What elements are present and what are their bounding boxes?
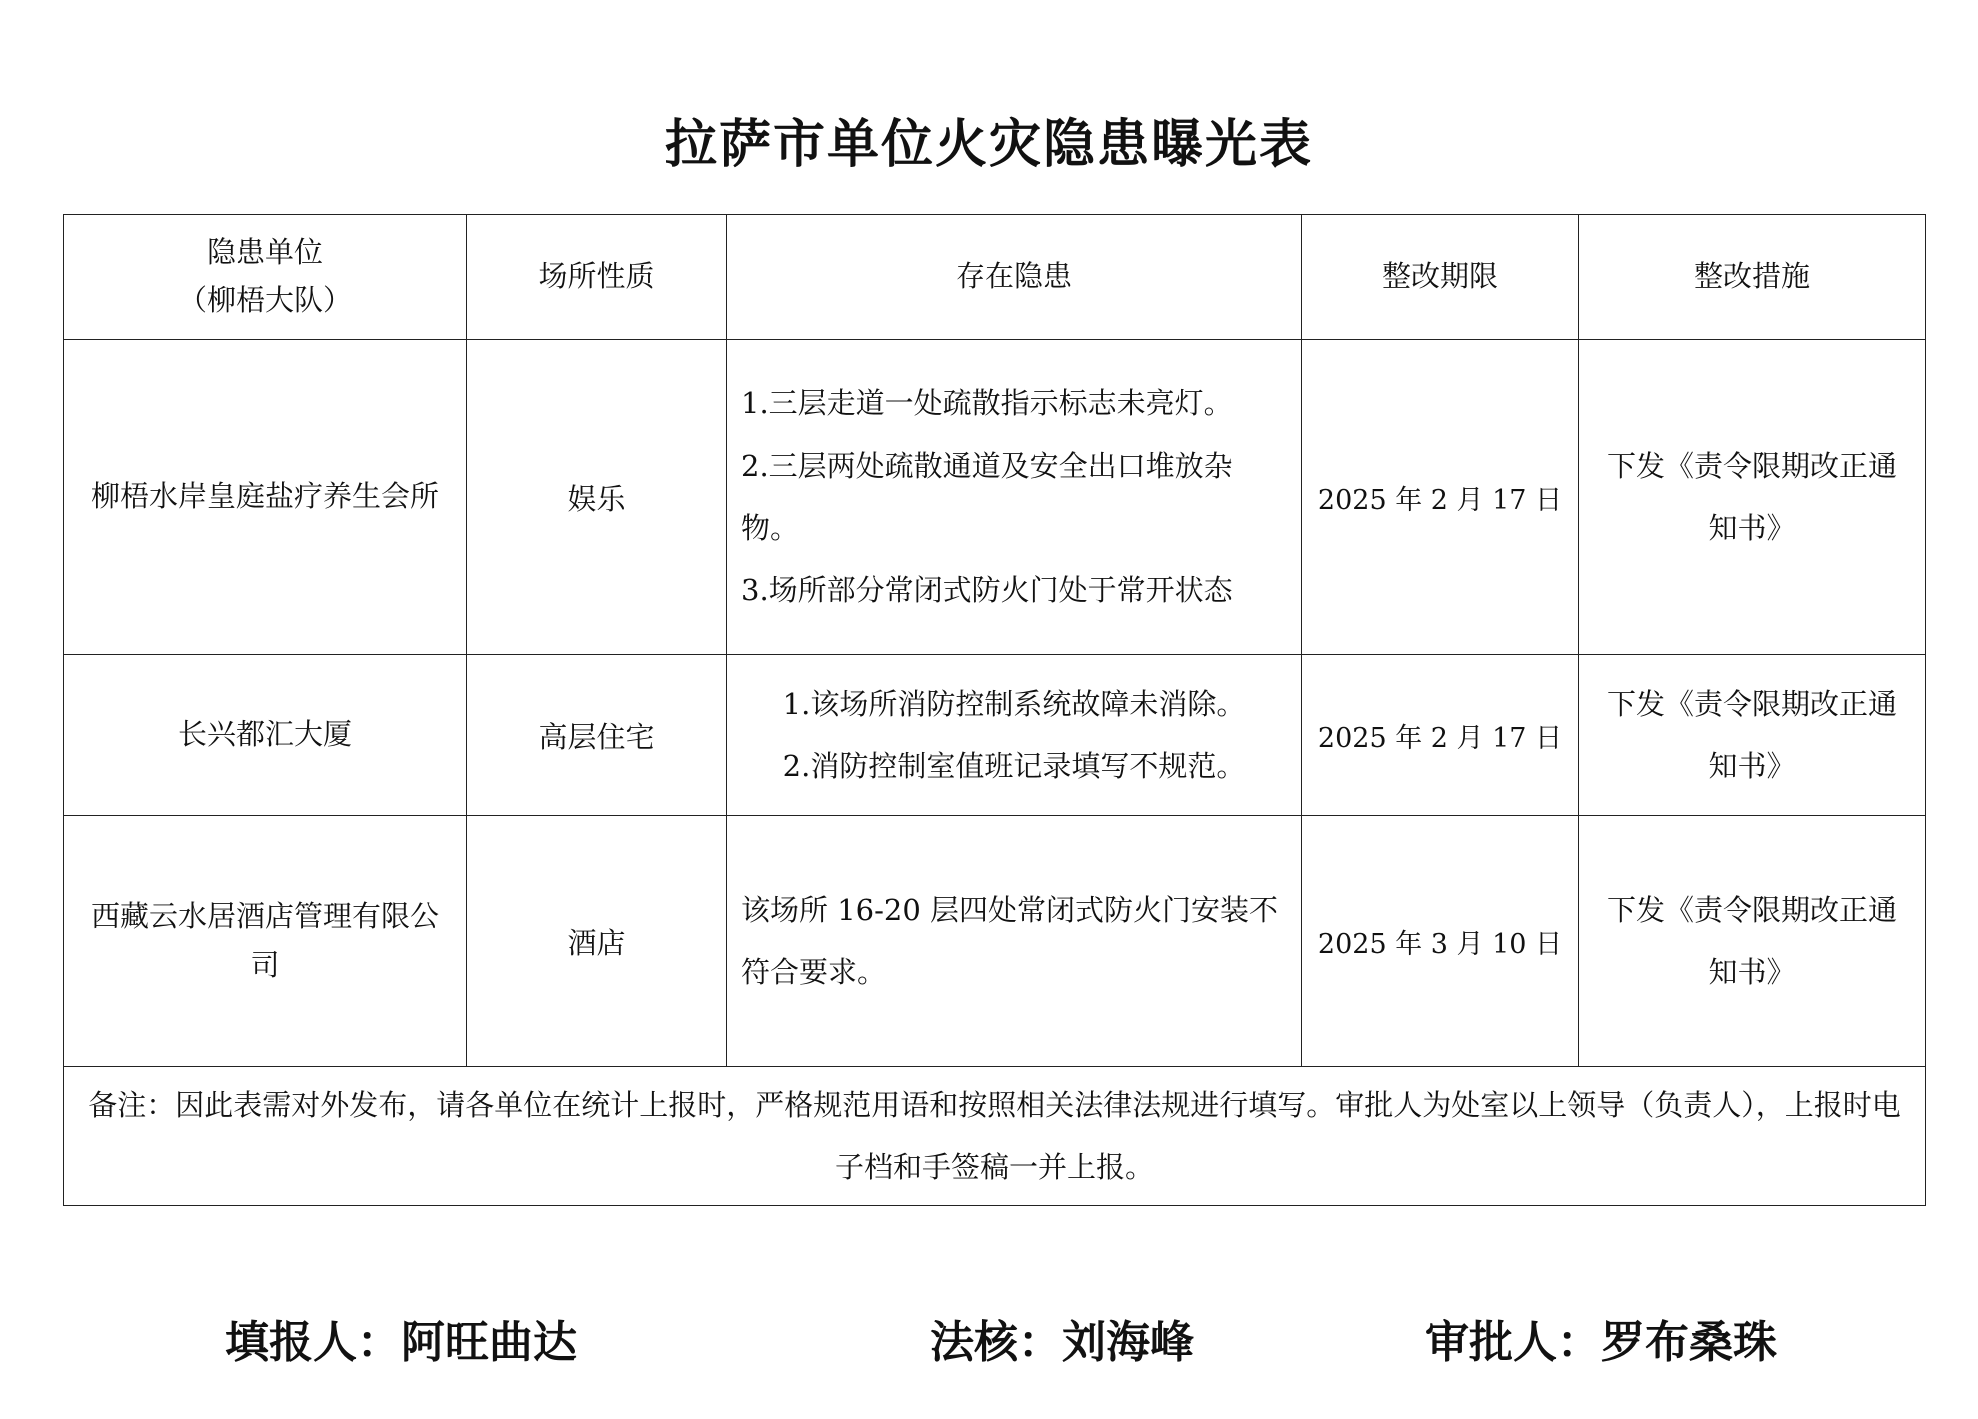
hazard-item: 2.消防控制室值班记录填写不规范。 [782,749,1246,783]
cell-hazard-unit: 长兴都汇大厦 [64,655,467,816]
hazard-item: 2.三层两处疏散通道及安全出口堆放杂物。 [741,448,1233,545]
hazard-item: 1.三层走道一处疏散指示标志未亮灯。 [741,386,1233,421]
table-note-row [64,1067,1926,1206]
legal-review-signature: 法核：刘海峰 [930,1317,1194,1368]
header-unit-label: 隐患单位 [206,235,323,270]
header-hazard-unit [64,215,467,340]
cell-site-nature: 高层住宅 [467,655,727,816]
cell-site-nature: 娱乐 [467,340,727,655]
cell-rectification-measure: 下发《责令限期改正通知书》 [1579,816,1926,1067]
header-site-nature: 场所性质 [467,215,727,340]
cell-rectification-deadline: 2025 年 2 月 17 日 [1302,655,1579,816]
header-unit-brigade: （柳梧大队） [177,283,352,317]
cell-existing-hazard [727,340,1302,655]
signature-block [0,1306,1978,1366]
header-rectification-deadline: 整改期限 [1302,215,1579,340]
header-rectification-measure: 整改措施 [1579,215,1926,340]
hazard-item: 3.场所部分常闭式防火门处于常开状态 [741,573,1233,608]
table-row [64,340,1926,655]
cell-site-nature: 酒店 [467,816,727,1067]
hazard-exposure-table [63,214,1926,1206]
table-header-row [64,215,1926,340]
table-row [64,655,1926,816]
cell-rectification-measure: 下发《责令限期改正通知书》 [1579,340,1926,655]
hazard-item: 该场所 16-20 层四处常闭式防火门安装不符合要求。 [741,892,1279,989]
cell-rectification-measure: 下发《责令限期改正通知书》 [1579,655,1926,816]
document-title: 拉萨市单位火灾隐患曝光表 [664,115,1313,175]
reporter-signature: 填报人：阿旺曲达 [225,1317,577,1368]
hazard-item: 1.该场所消防控制系统故障未消除。 [782,686,1246,721]
approver-signature: 审批人：罗布桑珠 [1425,1317,1777,1368]
cell-rectification-deadline: 2025 年 2 月 17 日 [1302,340,1579,655]
cell-existing-hazard [727,655,1302,816]
cell-hazard-unit: 西藏云水居酒店管理有限公司 [64,816,467,1067]
header-existing-hazard: 存在隐患 [727,215,1302,340]
cell-existing-hazard [727,816,1302,1067]
cell-hazard-unit: 柳梧水岸皇庭盐疗养生会所 [64,340,467,655]
table-row [64,816,1926,1067]
cell-rectification-deadline: 2025 年 3 月 10 日 [1302,816,1579,1067]
table-note: 备注：因此表需对外发布，请各单位在统计上报时，严格规范用语和按照相关法律法规进行填写。审批人为处室以上领导（负责人），上报时电子档和手签稿一并上报。 [64,1067,1926,1206]
